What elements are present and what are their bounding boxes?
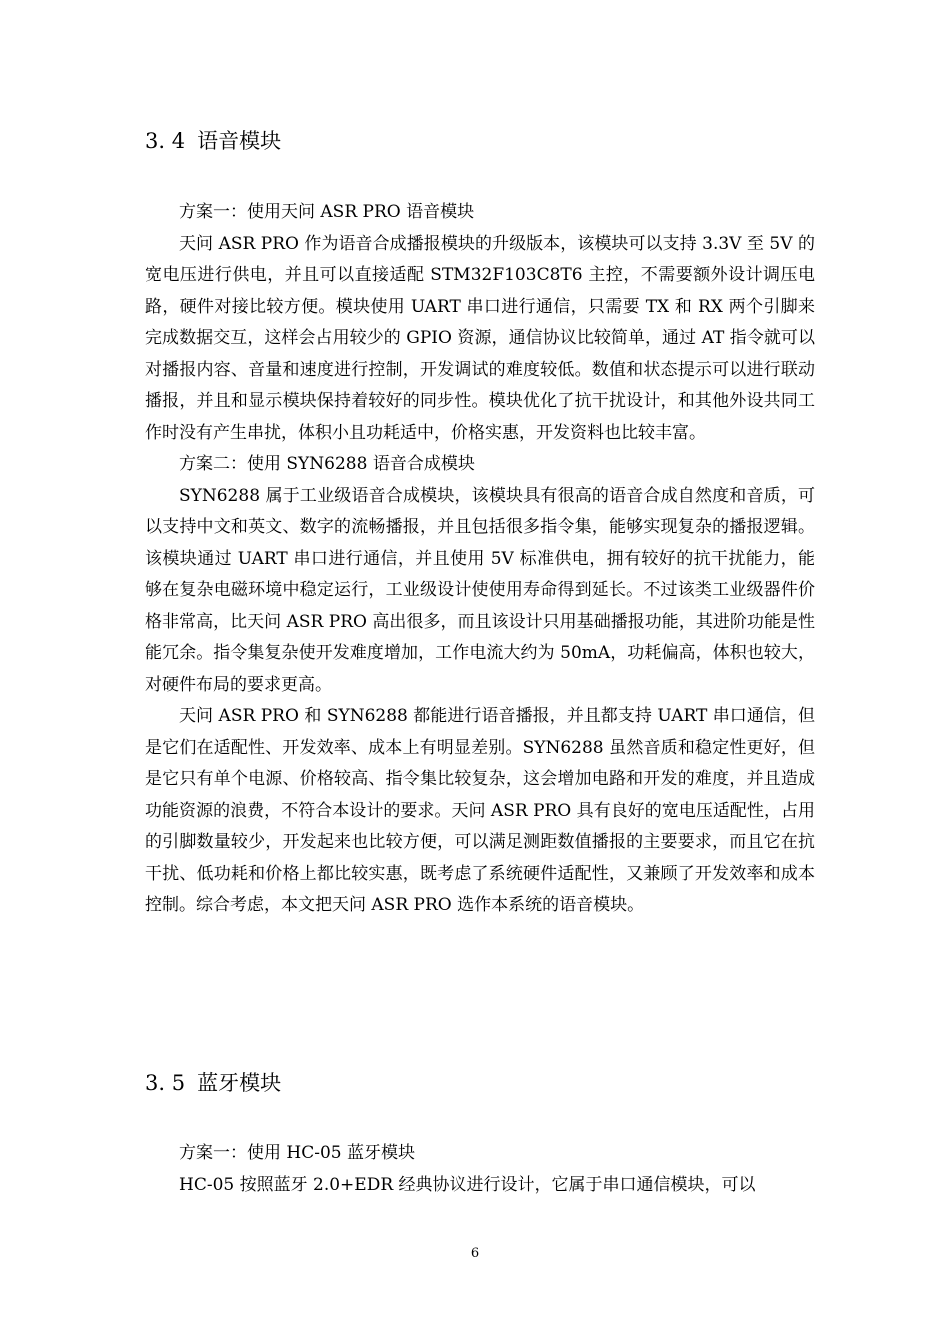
- page-number: 6: [470, 1246, 480, 1261]
- paragraph: 方案一：使用 HC-05 蓝牙模块: [179, 1143, 416, 1163]
- section-body-3-4: [145, 197, 815, 922]
- section-heading-3-4: [145, 126, 281, 156]
- paragraph: 方案一：使用天问 ASR PRO 语音模块: [179, 202, 475, 222]
- section-title: 语音模块: [197, 129, 282, 153]
- paragraph: 天问 ASR PRO 作为语音合成播报模块的升级版本，该模块可以支持 3.3V 至 5V 的宽电压进行供电，并且可以直接适配 STM32F103C8T6 主控，不需要额外设计调压电路，硬件对接比较方便。模块使用 UART 串口进行通信，只需要 TX 和 RX 两个引脚来完成数据交互，这样会占用较少的 GPIO 资源，通信协议比较简单，通过 AT 指令就可以对播报内容、音量和速度进行控制，开发调试的难度较低。数值和状态提示可以进行联动播报，并且和显示模块保持着较好的同步性。模块优化了抗干扰设计，和其他外设共同工作时没有产生串扰，体积小且功耗适中，价格实惠，开发资料也比较丰富。: [145, 233, 815, 443]
- paragraph: SYN6288 属于工业级语音合成模块，该模块具有很高的语音合成自然度和音质，可以支持中文和英文、数字的流畅播报，并且包括很多指令集，能够实现复杂的播报逻辑。该模块通过 UART 串口进行通信，并且使用 5V 标准供电，拥有较好的抗干扰能力，能够在复杂电磁环境中稳定运行，工业级设计使使用寿命得到延长。不过该类工业级器件价格非常高，比天问 ASR PRO 高出很多，而且该设计只用基础播报功能，其进阶功能是性能冗余。指令集复杂使开发难度增加，工作电流大约为 50mA，功耗偏高，体积也较大，对硬件布局的要求更高。: [145, 485, 815, 695]
- section-number: 3. 4: [145, 129, 186, 153]
- section-heading-3-5: [145, 1068, 281, 1098]
- paragraph: HC-05 按照蓝牙 2.0+EDR 经典协议进行设计，它属于串口通信模块，可以: [179, 1174, 756, 1195]
- section-title: 蓝牙模块: [197, 1071, 282, 1095]
- section-body-3-5: [145, 1138, 815, 1201]
- section-number: 3. 5: [145, 1071, 186, 1095]
- paragraph: 方案二：使用 SYN6288 语音合成模块: [179, 454, 475, 474]
- paragraph: 天问 ASR PRO 和 SYN6288 都能进行语音播报，并且都支持 UART 串口通信，但是它们在适配性、开发效率、成本上有明显差别。SYN6288 虽然音质和稳定性更好，但是它只有单个电源、价格较高、指令集比较复杂，这会增加电路和开发的难度，并且造成功能资源的浪费，不符合本设计的要求。天问 ASR PRO 具有良好的宽电压适配性，占用的引脚数量较少，开发起来也比较方便，可以满足测距数值播报的主要要求，而且它在抗干扰、低功耗和价格上都比较实惠，既考虑了系统硬件适配性，又兼顾了开发效率和成本控制。综合考虑，本文把天问 ASR PRO 选作本系统的语音模块。: [145, 706, 815, 915]
